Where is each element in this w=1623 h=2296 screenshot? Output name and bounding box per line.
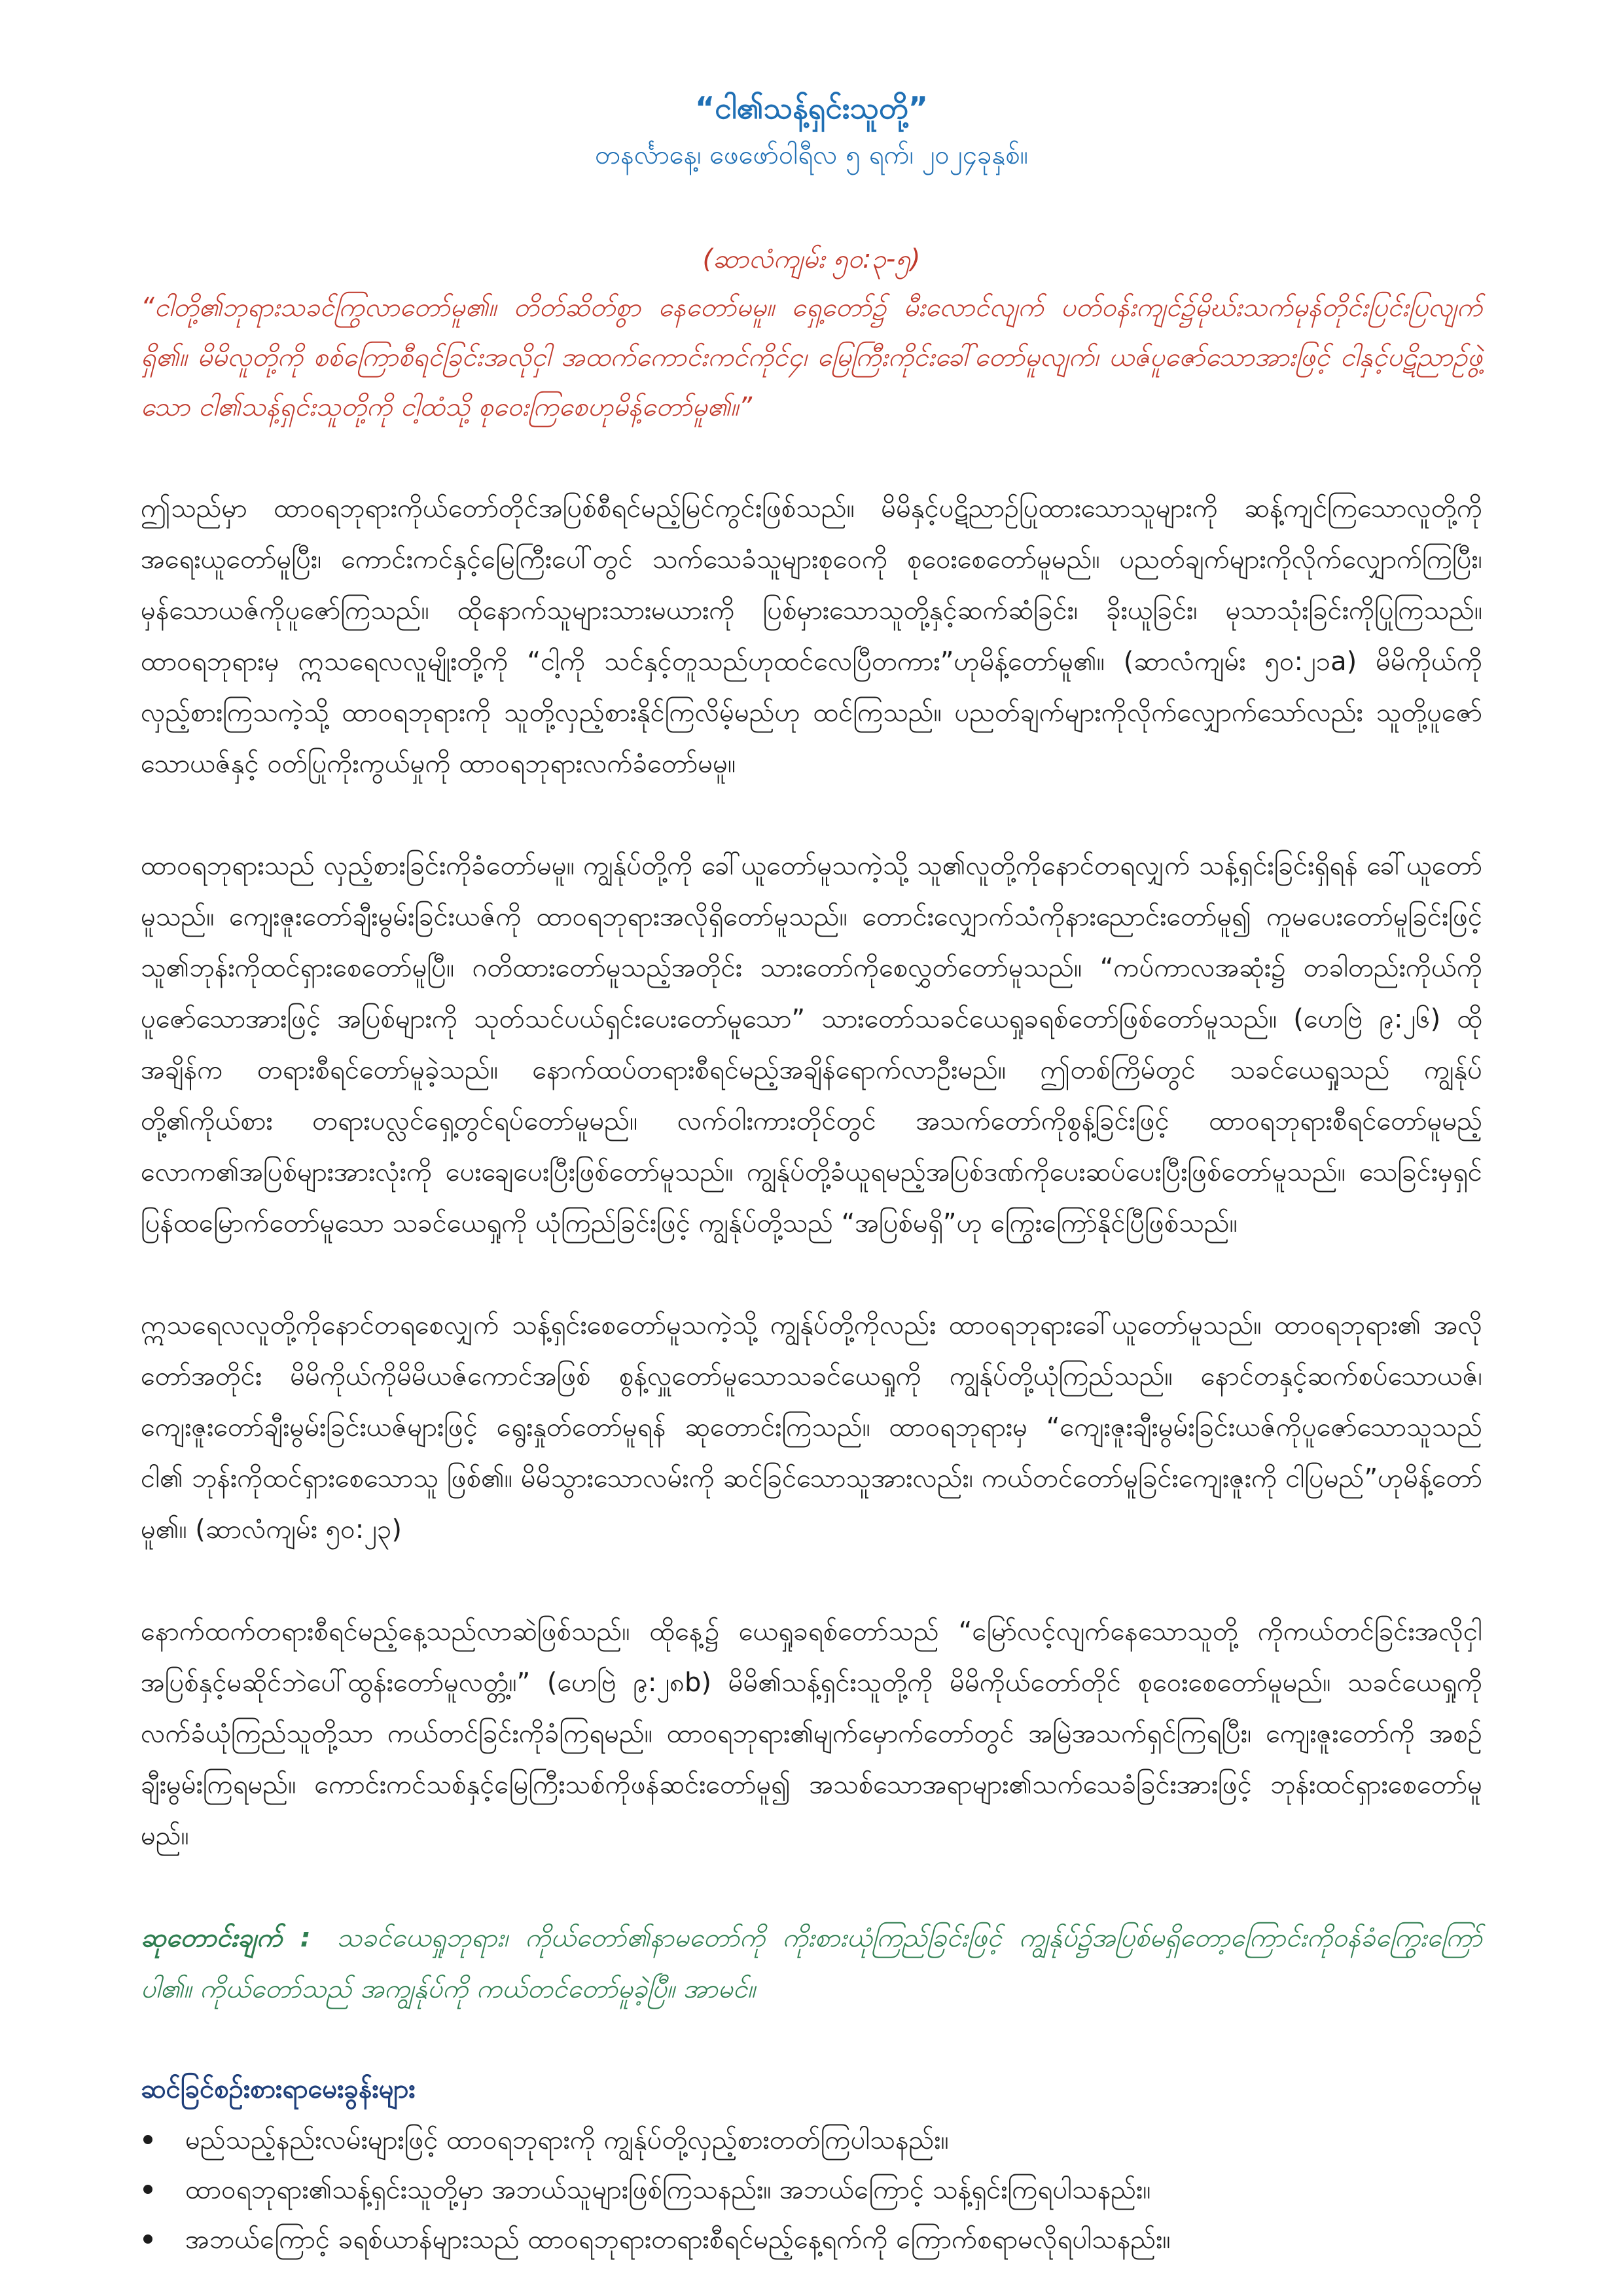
list-item: [141, 2115, 1482, 2165]
body-paragraph-2: ထာဝရဘုရားသည် လှည့်စားခြင်းကိုခံတော်မမူ။ ကျွန်ုပ်တို့ကို ခေါ်ယူတော်မူသကဲ့သို့ သူ၏လူတို့ကိုနောင်တရလျှက် သန့်ရှင်းခြင်းရှိရန် ခေါ်ယူတော်မူသည်။ ကျေးဇူးတော်ချီးမွမ်းခြင်းယဇ်ကို ထာဝရဘုရားအလိုရှိတော်မူသည်။ တောင်းလျှောက်သံကိုနားညောင်းတော်မူ၍ ကူမပေးတော်မူခြင်းဖြင့် သူ၏ဘုန်းကိုထင်ရှားစေတော်မူပြီ။ ဂတိထားတော်မူသည့်အတိုင်း သားတော်ကိုစေလွှတ်တော်မူသည်။ “ကပ်ကာလအဆုံး၌ တခါတည်းကိုယ်ကို ပူဇော်သောအားဖြင့် အပြစ်များကို သုတ်သင်ပယ်ရှင်းပေးတော်မူသော” သားတော်သခင်ယေရှုခရစ်တော်ဖြစ်တော်မူသည်။ (ဟေဗြဲ ၉:၂၆) ထိုအချိန်က တရားစီရင်တော်မူခဲ့သည်။ နောက်ထပ်တရားစီရင်မည့်အချိန်ရောက်လာဦးမည်။ ဤတစ်ကြိမ်တွင် သခင်ယေရှုသည် ကျွန်ုပ်တို့၏ကိုယ်စား တရားပလ္လင်ရှေ့တွင်ရပ်တော်မူမည်။ လက်ဝါးကားတိုင်တွင် အသက်တော်ကိုစွန့်ခြင်းဖြင့် ထာဝရဘုရားစီရင်တော်မူမည့်လောက၏အပြစ်များအားလုံးကို ပေးချေပေးပြီးဖြစ်တော်မူသည်။ ကျွန်ုပ်တို့ခံယူရမည့်အပြစ်ဒဏ်ကိုပေးဆပ်ပေးပြီးဖြစ်တော်မူသည်။ သေခြင်းမှရှင်ပြန်ထမြောက်တော်မူသော သခင်ယေရှုကို ယုံကြည်ခြင်းဖြင့် ကျွန်ုပ်တို့သည် “အပြစ်မရှိ”ဟု ကြွေးကြော်နိုင်ပြီဖြစ်သည်။: [141, 851, 1482, 1238]
question-text: ထာဝရဘုရား၏သန့်ရှင်းသူတို့မှာ အဘယ်သူများဖြစ်ကြသနည်း။ အဘယ်ကြောင့် သန့်ရှင်းကြရပါသနည်း။: [185, 2175, 1151, 2205]
questions-title: ဆင်ခြင်စဉ်းစားရာမေးခွန်းများ: [141, 2074, 416, 2104]
page-date: တနင်္လာနေ့၊ ဖေဖော်ဝါရီလ ၅ ရက်၊ ၂၀၂၄ခုနှစ်။: [595, 140, 1028, 170]
body-paragraph-3: ဣသရေလလူတို့ကိုနောင်တရစေလျှက် သန့်ရှင်းစေတော်မူသကဲ့သို့ ကျွန်ုပ်တို့ကိုလည်း ထာဝရဘုရားခေါ်ယူတော်မူသည်။ ထာဝရဘုရား၏ အလိုတော်အတိုင်း မိမိကိုယ်ကိုမိမိယဇ်ကောင်အဖြစ် စွန့်လှူတော်မူသောသခင်ယေရှုကို ကျွန်ုပ်တို့ယုံကြည်သည်။ နောင်တနှင့်ဆက်စပ်သောယဇ်၊ ကျေးဇူးတော်ချီးမွမ်းခြင်းယဇ်များဖြင့် ရွေးနှုတ်တော်မူရန် ဆုတောင်းကြသည်။ ထာဝရဘုရားမှ “ကျေးဇူးချီးမွမ်းခြင်းယဇ်ကိုပူဇော်သောသူသည် ငါ၏ ဘုန်းကိုထင်ရှားစေသောသူ ဖြစ်၏။ မိမိသွားသောလမ်းကို ဆင်ခြင်သောသူအားလည်း၊ ကယ်တင်တော်မူခြင်းကျေးဇူးကို ငါပြမည်”ဟုမိန့်တော်မူ၏။ (ဆာလံကျမ်း ၅၀:၂၃): [141, 1310, 1482, 1545]
body-paragraph-4: နောက်ထက်တရားစီရင်မည့်နေ့သည်လာဆဲဖြစ်သည်။ ထိုနေ့၌ ယေရှုခရစ်တော်သည် “မြော်လင့်လျက်နေသောသူတို့ ကိုကယ်တင်ခြင်းအလိုငှါ အပြစ်နှင့်မဆိုင်ဘဲပေါ်ထွန်းတော်မူလတ္တံ့။” (ဟေဗြဲ ၉:၂၈b) မိမိ၏သန့်ရှင်းသူတို့ကို မိမိကိုယ်တော်တိုင် စုဝေးစေတော်မူမည်။ သခင်ယေရှုကို လက်ခံယုံကြည်သူတို့သာ ကယ်တင်ခြင်းကိုခံကြရမည်။ ထာဝရဘုရား၏မျက်မှောက်တော်တွင် အမြဲအသက်ရှင်ကြရပြီး၊ ကျေးဇူးတော်ကို အစဉ်ချီးမွမ်းကြရမည်။ ကောင်းကင်သစ်နှင့်မြေကြီးသစ်ကိုဖန်ဆင်းတော်မူ၍ အသစ်သောအရာများ၏သက်သေခံခြင်းအားဖြင့် ဘုန်းထင်ရှားစေတော်မူမည်။: [141, 1617, 1482, 1851]
question-text: အဘယ်ကြောင့် ခရစ်ယာန်များသည် ထာဝရဘုရားတရားစီရင်မည့်နေ့ရက်ကို ကြောက်စရာမလိုရပါသနည်း။: [185, 2225, 1171, 2255]
prayer-text: သခင်ယေရှုဘုရား၊ ကိုယ်တော်၏နာမတော်ကို ကိုးစားယုံကြည်ခြင်းဖြင့် ကျွန်ုပ်၌အပြစ်မရှိတော့ကြောင်းကိုဝန်ခံကြွေးကြော် ပါ၏။ ကိုယ်တော်သည် အကျွန်ုပ်ကို ကယ်တင်တော်မူခဲ့ပြီ။ အာမင်။: [141, 1923, 1482, 2004]
bullet-icon: [143, 2185, 152, 2194]
question-text: မည်သည့်နည်းလမ်းများဖြင့် ထာဝရဘုရားကို ကျွန်ုပ်တို့လှည့်စားတတ်ကြပါသနည်း။: [185, 2125, 949, 2155]
questions-list: [141, 2115, 1482, 2265]
page-title: “ငါ၏သန့်ရှင်းသူတို့”: [694, 90, 929, 126]
list-item: [141, 2215, 1482, 2265]
bullet-icon: [143, 2135, 152, 2144]
list-item: [141, 2165, 1482, 2215]
bullet-icon: [143, 2234, 152, 2244]
scripture-quote: “ငါတို့၏ဘုရားသခင်ကြွလာတော်မူ၏။ တိတ်ဆိတ်စွာ နေတော်မမူ။ ရှေ့တော်၌ မီးလောင်လျက် ပတ်ဝန်းကျင်၌မိုဃ်းသက်မုန်တိုင်းပြင်းပြလျက်ရှိ၏။ မိမိလူတို့ကို စစ်ကြောစီရင်ခြင်းအလိုငှါ အထက်ကောင်းကင်ကိုင်၄၊ မြေကြီးကိုင်းခေါ်တော်မူလျက်၊ ယဇ်ပူဇော်သောအားဖြင့် ငါနှင့်ပဋိညာဉ်ဖွဲ့သော ငါ၏သန့်ရှင်းသူတို့ကို ငါ့ထံသို့ စုဝေးကြစေဟုမိန့်တော်မူ၏။”: [141, 293, 1482, 422]
body-paragraph-1: ဤသည်မှာ ထာဝရဘုရားကိုယ်တော်တိုင်အပြစ်စီရင်မည့်မြင်ကွင်းဖြစ်သည်။ မိမိနှင့်ပဋိညာဉ်ပြုထားသောသူများကို ဆန့်ကျင်ကြသောလူတို့ကို အရေးယူတော်မူပြီး၊ ကောင်းကင်နှင့်မြေကြီးပေါ်တွင် သက်သေခံသူများစုဝေကို စုဝေးစေတော်မူမည်။ ပညတ်ချက်များကိုလိုက်လျှောက်ကြပြီး၊ မှန်သောယဇ်ကိုပူဇော်ကြသည်။ ထိုနောက်သူများသားမယားကို ပြစ်မှားသောသူတို့နှင့်ဆက်ဆံခြင်း၊ ခိုးယူခြင်း၊ မုသာသုံးခြင်းကိုပြုကြသည်။ ထာဝရဘုရားမှ ဣသရေလလူမျိုးတို့ကို “ငါ့ကို သင်နှင့်တူသည်ဟုထင်လေပြီတကား”ဟုမိန့်တော်မူ၏။ (ဆာလံကျမ်း ၅၀:၂၁a) မိမိကိုယ်ကို လှည့်စားကြသကဲ့သို့ ထာဝရဘုရားကို သူတို့လှည့်စားနိုင်ကြလိမ့်မည်ဟု ထင်ကြသည်။ ပညတ်ချက်များကိုလိုက်လျှောက်သော်လည်း သူတို့ပူဇော်သောယဇ်နှင့် ဝတ်ပြုကိုးကွယ်မှုကို ထာဝရဘုရားလက်ခံတော်မမူ။: [141, 493, 1482, 779]
prayer: [141, 1912, 1482, 2015]
prayer-label: ဆုတောင်းချက် :: [141, 1923, 311, 1953]
scripture-reference: (ဆာလံကျမ်း ၅၀:၃-၅): [702, 244, 921, 274]
